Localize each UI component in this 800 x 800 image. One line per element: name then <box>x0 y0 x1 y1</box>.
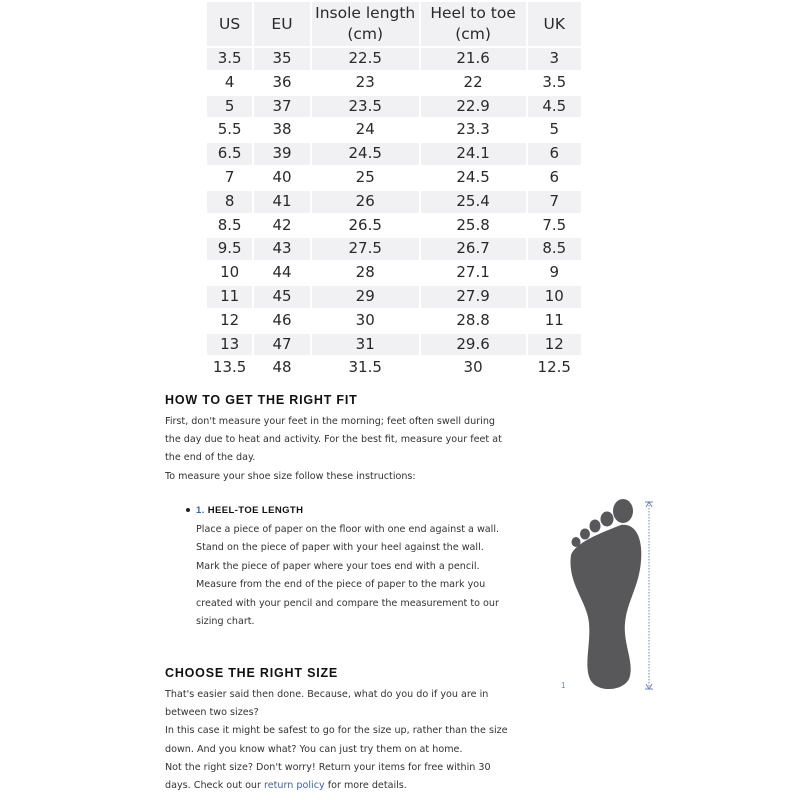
column-header <box>312 2 419 46</box>
table-cell: 28 <box>312 262 419 284</box>
column-header-label: UK <box>543 14 566 33</box>
table-cell: 21.6 <box>421 48 526 70</box>
table-cell: 6 <box>528 143 581 165</box>
table-row <box>207 96 581 118</box>
table-cell: 3.5 <box>207 48 252 70</box>
table-cell: 30 <box>312 310 419 332</box>
table-cell: 26 <box>312 191 419 213</box>
table-cell: 27.5 <box>312 238 419 260</box>
choose-line: down. And you know what? You can just try them on at home. <box>165 743 463 755</box>
table-cell: 27.1 <box>421 262 526 284</box>
table-cell: 9 <box>528 262 581 284</box>
choose-line: between two sizes? <box>165 707 259 719</box>
table-cell: 43 <box>254 238 310 260</box>
table-cell: 25.4 <box>421 191 526 213</box>
return-policy-link[interactable]: return policy <box>264 780 325 792</box>
step-heel-toe-instructions <box>196 521 516 631</box>
table-cell: 37 <box>254 96 310 118</box>
choose-line-last <box>165 777 525 795</box>
table-row <box>207 143 581 165</box>
column-header-label: Insole length <box>315 4 416 22</box>
table-cell: 13.5 <box>207 357 252 379</box>
column-header-unit: (cm) <box>347 25 384 43</box>
table-cell: 25.8 <box>421 215 526 237</box>
intro-line: First, don't measure your feet in the morning; feet often swell during <box>165 416 496 427</box>
table-cell: 22 <box>421 72 526 94</box>
intro-line: the day due to heat and activity. For the best fit, measure your feet at <box>165 434 502 446</box>
column-header <box>528 2 581 46</box>
table-cell: 41 <box>254 191 310 213</box>
column-header-label: EU <box>271 14 293 33</box>
choose-size-title: CHOOSE THE RIGHT SIZE <box>165 666 339 680</box>
column-header-label: Heel to toe <box>430 4 516 22</box>
table-cell: 23.3 <box>421 119 526 141</box>
table-cell: 5 <box>207 96 252 118</box>
table-cell: 8.5 <box>528 238 581 260</box>
table-row <box>207 238 581 260</box>
table-cell: 40 <box>254 167 310 189</box>
fit-guide-intro <box>165 413 525 486</box>
table-cell: 7 <box>207 167 252 189</box>
table-cell: 5.5 <box>207 119 252 141</box>
foot-sole-icon <box>570 499 641 689</box>
table-cell: 23.5 <box>312 96 419 118</box>
table-cell: 45 <box>254 286 310 308</box>
table-cell: 31 <box>312 334 419 356</box>
table-cell: 3.5 <box>528 72 581 94</box>
table-cell: 42 <box>254 215 310 237</box>
table-cell: 48 <box>254 357 310 379</box>
table-row <box>207 310 581 332</box>
choose-line-suffix: for more details. <box>324 780 407 792</box>
table-cell: 5 <box>528 119 581 141</box>
table-cell: 22.5 <box>312 48 419 70</box>
table-cell: 7 <box>528 191 581 213</box>
table-cell: 12 <box>528 334 581 356</box>
choose-line: In this case it might be safest to go for the size up, rather than the size <box>165 725 508 737</box>
table-cell: 26.5 <box>312 215 419 237</box>
table-cell: 12 <box>207 310 252 332</box>
table-cell: 23 <box>312 72 419 94</box>
size-chart-header <box>207 2 581 46</box>
column-header <box>207 2 252 46</box>
table-row <box>207 286 581 308</box>
table-row <box>207 167 581 189</box>
table-cell: 47 <box>254 334 310 356</box>
size-chart-body <box>207 48 581 379</box>
step-line: Stand on the piece of paper with your heel against the wall. <box>196 542 484 554</box>
table-cell: 25 <box>312 167 419 189</box>
step-number: 1. <box>196 505 205 516</box>
table-cell: 4.5 <box>528 96 581 118</box>
diagram-label: 1 <box>561 681 566 690</box>
table-cell: 38 <box>254 119 310 141</box>
table-cell: 29.6 <box>421 334 526 356</box>
table-cell: 3 <box>528 48 581 70</box>
table-cell: 13 <box>207 334 252 356</box>
table-cell: 24.5 <box>421 167 526 189</box>
choose-line: Not the right size? Don't worry! Return your items for free within 30 <box>165 761 491 773</box>
table-row <box>207 262 581 284</box>
column-header <box>421 2 526 46</box>
table-cell: 35 <box>254 48 310 70</box>
step-heel-toe-title <box>196 505 303 516</box>
table-cell: 24.1 <box>421 143 526 165</box>
fit-guide-title: HOW TO GET THE RIGHT FIT <box>165 393 358 407</box>
choose-line: That's easier said then done. Because, what do you do if you are in <box>165 689 489 700</box>
table-cell: 24 <box>312 119 419 141</box>
step-line: sizing chart. <box>196 616 255 628</box>
table-cell: 8.5 <box>207 215 252 237</box>
table-cell: 10 <box>528 286 581 308</box>
foot-measurement-diagram <box>555 495 665 695</box>
table-cell: 28.8 <box>421 310 526 332</box>
intro-line: To measure your shoe size follow these instructions: <box>165 470 416 482</box>
table-cell: 22.9 <box>421 96 526 118</box>
step-line: Mark the piece of paper where your toes end with a pencil. <box>196 560 480 572</box>
table-cell: 10 <box>207 262 252 284</box>
table-row <box>207 191 581 213</box>
table-cell: 30 <box>421 357 526 379</box>
table-row <box>207 72 581 94</box>
choose-line-prefix: days. Check out our <box>165 780 265 792</box>
table-cell: 31.5 <box>312 357 419 379</box>
table-cell: 39 <box>254 143 310 165</box>
bullet-dot-icon <box>186 508 190 512</box>
table-cell: 26.7 <box>421 238 526 260</box>
table-cell: 6 <box>528 167 581 189</box>
table-cell: 27.9 <box>421 286 526 308</box>
table-cell: 29 <box>312 286 419 308</box>
table-cell: 7.5 <box>528 215 581 237</box>
table-cell: 6.5 <box>207 143 252 165</box>
table-cell: 11 <box>528 310 581 332</box>
table-cell: 4 <box>207 72 252 94</box>
table-cell: 12.5 <box>528 357 581 379</box>
table-cell: 24.5 <box>312 143 419 165</box>
column-header-label: US <box>219 14 241 33</box>
table-cell: 8 <box>207 191 252 213</box>
step-line: Measure from the end of the piece of paper to the mark you <box>196 579 486 591</box>
step-title-text: HEEL-TOE LENGTH <box>207 505 304 516</box>
column-header-unit: (cm) <box>455 25 491 43</box>
table-cell: 36 <box>254 72 310 94</box>
table-cell: 9.5 <box>207 238 252 260</box>
intro-line: the end of the day. <box>165 452 256 464</box>
step-line: Place a piece of paper on the floor with one end against a wall. <box>196 524 500 535</box>
column-header <box>254 2 310 46</box>
table-cell: 46 <box>254 310 310 332</box>
table-row <box>207 215 581 237</box>
choose-size-text <box>165 686 525 795</box>
measure-line <box>645 502 653 689</box>
table-row <box>207 357 581 379</box>
table-cell: 11 <box>207 286 252 308</box>
size-chart-table <box>205 0 583 381</box>
table-row <box>207 334 581 356</box>
step-line: created with your pencil and compare the measurement to our <box>196 597 499 609</box>
table-row <box>207 48 581 70</box>
table-row <box>207 119 581 141</box>
table-cell: 44 <box>254 262 310 284</box>
